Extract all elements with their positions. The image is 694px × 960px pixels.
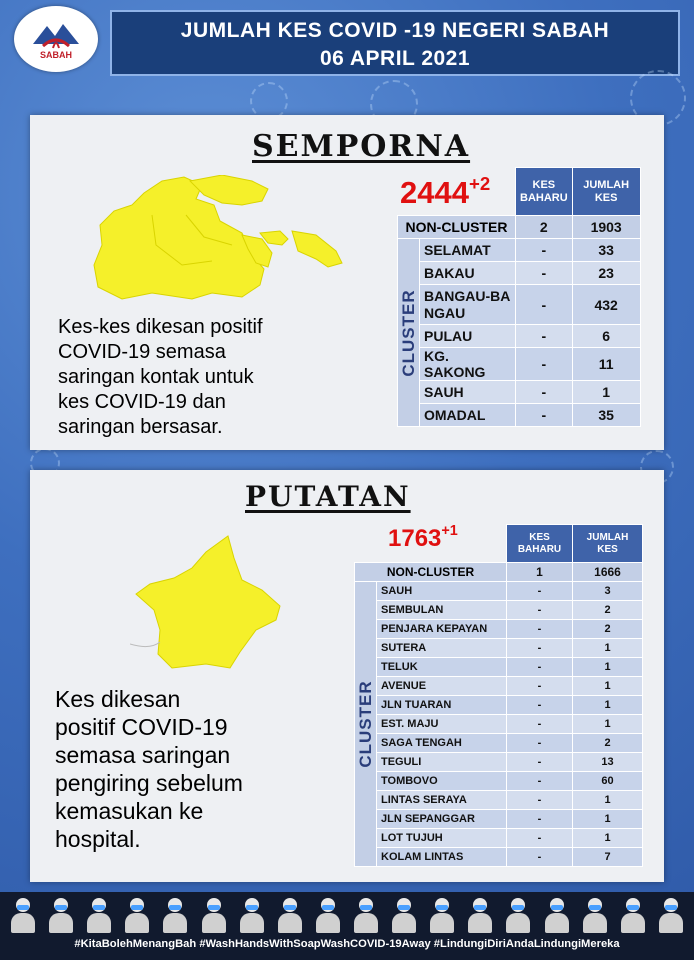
cluster-name: SUTERA	[377, 639, 507, 658]
cluster-total: 7	[573, 848, 643, 867]
description-line: Kes dikesan	[55, 686, 181, 712]
table-row	[398, 404, 641, 427]
table-row	[398, 325, 641, 348]
cluster-total: 2	[573, 601, 643, 620]
table-row	[355, 829, 643, 848]
cluster-name: LOT TUJUH	[377, 829, 507, 848]
cluster-name: SEMBULAN	[377, 601, 507, 620]
description-line: saringan bersasar.	[58, 416, 223, 438]
description-line: COVID-19 semasa	[58, 341, 226, 363]
cluster-total: 3	[573, 582, 643, 601]
description-line: hospital.	[55, 826, 141, 853]
header-date: 06 APRIL 2021	[319, 47, 471, 70]
table-row	[355, 639, 643, 658]
frontliner-icon	[86, 896, 112, 934]
description-line: saringan kontak untuk	[58, 366, 254, 388]
cluster-total: 1	[573, 810, 643, 829]
header-jumlah-kes: JUMLAH KES	[572, 168, 640, 216]
table-header-row	[398, 168, 641, 216]
table-row	[355, 848, 643, 867]
semporna-map	[92, 175, 344, 303]
non-cluster-label: NON-CLUSTER	[398, 216, 516, 239]
cluster-total: 1	[573, 829, 643, 848]
table-row	[398, 239, 641, 262]
frontliner-icon	[315, 896, 341, 934]
frontliner-icon	[239, 896, 265, 934]
cluster-name: KG. SAKONG	[420, 348, 516, 381]
table-row	[355, 601, 643, 620]
semporna-total-value: 2444	[400, 175, 469, 210]
cluster-new: -	[507, 639, 573, 658]
table-row	[355, 696, 643, 715]
semporna-cases-table	[397, 167, 641, 427]
description-line: positif COVID-19	[55, 714, 228, 741]
putatan-total-value: 1763	[388, 525, 442, 552]
table-row	[398, 285, 641, 325]
header-banner	[110, 10, 680, 76]
cluster-name: SELAMAT	[420, 239, 516, 262]
frontliner-icon	[10, 896, 36, 934]
sabah-health-logo	[14, 6, 98, 72]
cluster-total: 1	[573, 658, 643, 677]
table-row	[355, 658, 643, 677]
cluster-name: BAKAU	[420, 262, 516, 285]
frontliner-icon	[162, 896, 188, 934]
cluster-total: 6	[572, 325, 640, 348]
table-row	[398, 262, 641, 285]
cluster-new: -	[507, 582, 573, 601]
cluster-name: PULAU	[420, 325, 516, 348]
non-cluster-row	[398, 216, 641, 239]
cluster-total: 13	[573, 753, 643, 772]
footer-hashtags: #KitaBolehMenangBah #WashHandsWithSoapWashCOVID-19Away #LindungiDiriAndaLindungiMereka	[74, 938, 620, 950]
cluster-name: TELUK	[377, 658, 507, 677]
putatan-panel	[30, 470, 664, 882]
header-title: JUMLAH KES COVID -19 NEGERI SABAH	[180, 19, 610, 42]
cluster-total: 2	[573, 734, 643, 753]
cluster-total: 1	[573, 677, 643, 696]
cluster-new: -	[516, 285, 573, 325]
frontliner-figures	[10, 896, 684, 936]
table-row	[355, 582, 643, 601]
cluster-name: JLN TUARAN	[377, 696, 507, 715]
cluster-name: SAGA TENGAH	[377, 734, 507, 753]
cluster-total: 23	[572, 262, 640, 285]
non-cluster-row	[355, 563, 643, 582]
table-row	[355, 810, 643, 829]
frontliner-icon	[658, 896, 684, 934]
description-line: pengiring sebelum	[55, 770, 243, 797]
frontliner-icon	[48, 896, 74, 934]
cluster-new: -	[507, 601, 573, 620]
sabah-health-logo-icon	[29, 18, 83, 52]
footer-banner	[0, 892, 694, 960]
cluster-name: EST. MAJU	[377, 715, 507, 734]
cluster-name: AVENUE	[377, 677, 507, 696]
table-row	[355, 677, 643, 696]
semporna-increase: +2	[468, 173, 491, 194]
putatan-increase: +1	[441, 523, 458, 539]
logo-text: SABAH	[39, 50, 72, 60]
frontliner-icon	[353, 896, 379, 934]
cluster-name: SAUH	[420, 381, 516, 404]
cluster-name: JLN SEPANGGAR	[377, 810, 507, 829]
cluster-new: -	[507, 848, 573, 867]
frontliner-icon	[124, 896, 150, 934]
frontliner-icon	[620, 896, 646, 934]
frontliner-icon	[391, 896, 417, 934]
table-row	[355, 791, 643, 810]
table-row	[355, 715, 643, 734]
putatan-cases-table	[354, 524, 643, 867]
non-cluster-total: 1903	[572, 216, 640, 239]
header-kes-baharu: KES BAHARU	[507, 525, 573, 563]
description-line: Kes-kes dikesan positif	[58, 316, 263, 338]
cluster-new: -	[507, 734, 573, 753]
cluster-new: -	[507, 658, 573, 677]
cluster-new: -	[516, 381, 573, 404]
cluster-new: -	[516, 404, 573, 427]
frontliner-icon	[544, 896, 570, 934]
description-line: kemasukan ke	[55, 798, 204, 825]
semporna-description	[58, 315, 263, 440]
cluster-name: OMADAL	[420, 404, 516, 427]
cluster-name: TEGULI	[377, 753, 507, 772]
table-row	[398, 381, 641, 404]
table-row	[398, 348, 641, 381]
cluster-new: -	[507, 772, 573, 791]
cluster-total: 35	[572, 404, 640, 427]
table-row	[355, 772, 643, 791]
cluster-total: 1	[573, 639, 643, 658]
district-title-semporna: SEMPORNA	[252, 129, 471, 164]
cluster-new: -	[507, 810, 573, 829]
semporna-panel	[30, 115, 664, 450]
cluster-new: -	[507, 620, 573, 639]
frontliner-icon	[505, 896, 531, 934]
cluster-name: LINTAS SERAYA	[377, 791, 507, 810]
cluster-total: 1	[573, 715, 643, 734]
cluster-total: 1	[573, 791, 643, 810]
non-cluster-new: 2	[516, 216, 573, 239]
cluster-new: -	[516, 325, 573, 348]
table-header-row	[355, 525, 643, 563]
cluster-total: 2	[573, 620, 643, 639]
cluster-new: -	[507, 753, 573, 772]
cluster-total: 33	[572, 239, 640, 262]
cluster-name: BANGAU-BANGAU	[420, 285, 516, 325]
cluster-new: -	[507, 715, 573, 734]
cluster-new: -	[507, 791, 573, 810]
cluster-new: -	[516, 262, 573, 285]
header-jumlah-kes: JUMLAH KES	[573, 525, 643, 563]
frontliner-icon	[201, 896, 227, 934]
putatan-description	[55, 685, 243, 853]
cluster-new: -	[507, 696, 573, 715]
putatan-map	[130, 534, 290, 674]
cluster-total: 11	[572, 348, 640, 381]
cluster-group-label: CLUSTER	[355, 582, 377, 867]
non-cluster-total: 1666	[573, 563, 643, 582]
cluster-total: 1	[573, 696, 643, 715]
non-cluster-new: 1	[507, 563, 573, 582]
cluster-name: SAUH	[377, 582, 507, 601]
non-cluster-label: NON-CLUSTER	[355, 563, 507, 582]
table-row	[355, 734, 643, 753]
frontliner-icon	[277, 896, 303, 934]
frontliner-icon	[582, 896, 608, 934]
table-row	[355, 620, 643, 639]
cluster-total: 60	[573, 772, 643, 791]
cluster-new: -	[516, 239, 573, 262]
cluster-total: 1	[572, 381, 640, 404]
cluster-new: -	[507, 677, 573, 696]
cluster-name: KOLAM LINTAS	[377, 848, 507, 867]
description-line: kes COVID-19 dan	[58, 391, 226, 413]
cluster-group-label: CLUSTER	[398, 239, 420, 427]
description-line: semasa saringan	[55, 742, 231, 769]
frontliner-icon	[429, 896, 455, 934]
cluster-new: -	[516, 348, 573, 381]
frontliner-icon	[467, 896, 493, 934]
cluster-name: PENJARA KEPAYAN	[377, 620, 507, 639]
district-title-putatan: PUTATAN	[245, 480, 411, 513]
cluster-name: TOMBOVO	[377, 772, 507, 791]
cluster-new: -	[507, 829, 573, 848]
header-kes-baharu: KES BAHARU	[516, 168, 573, 216]
table-row	[355, 753, 643, 772]
cluster-total: 432	[572, 285, 640, 325]
